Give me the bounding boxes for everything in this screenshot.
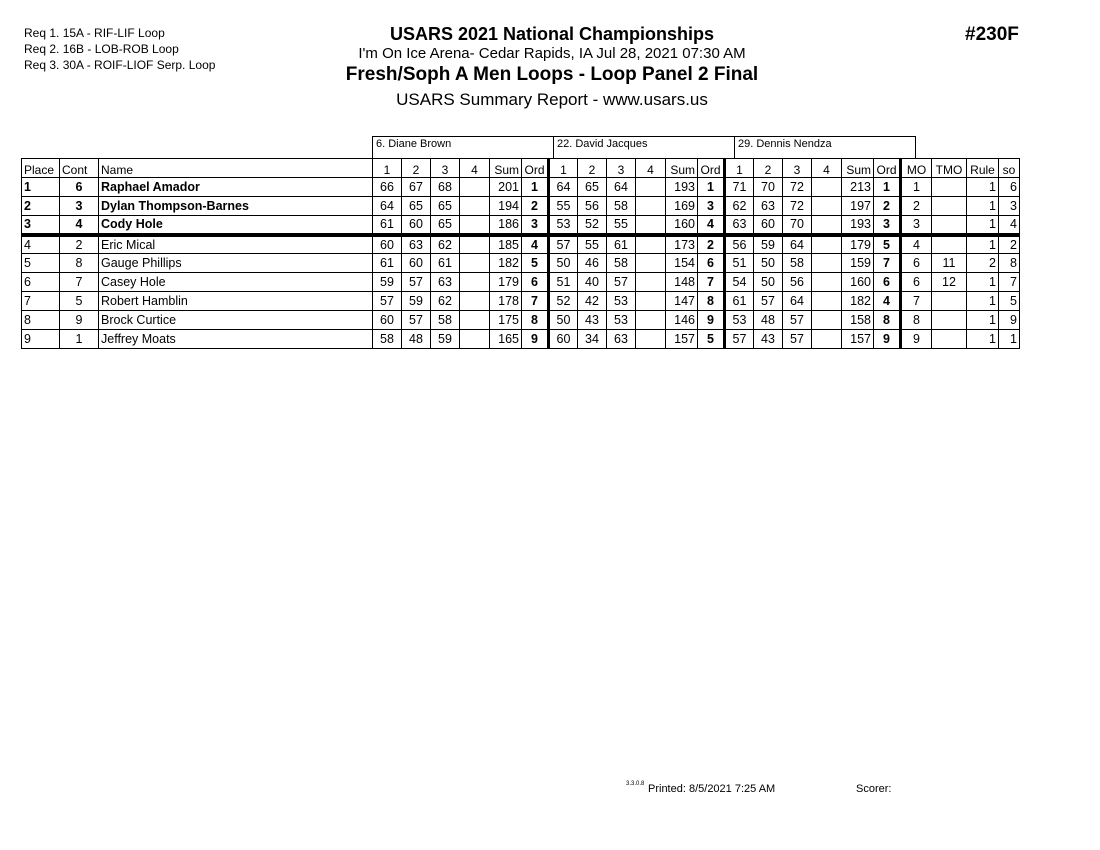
ordinal-cell: 7 bbox=[874, 254, 901, 273]
tmo-cell bbox=[932, 216, 967, 235]
score-cell: 57 bbox=[373, 292, 402, 311]
score-cell: 57 bbox=[783, 311, 812, 330]
ordinal-cell: 9 bbox=[522, 330, 549, 349]
score-cell: 62 bbox=[431, 292, 460, 311]
ordinal-cell: 8 bbox=[874, 311, 901, 330]
sum-cell: 179 bbox=[842, 235, 874, 254]
score-cell bbox=[812, 216, 842, 235]
score-cell: 60 bbox=[402, 216, 431, 235]
ordinal-cell: 8 bbox=[698, 292, 725, 311]
score-cell bbox=[636, 178, 666, 197]
so-cell: 1 bbox=[999, 330, 1020, 349]
rule-cell: 1 bbox=[967, 311, 999, 330]
score-cell: 56 bbox=[783, 273, 812, 292]
ordinal-cell: 2 bbox=[698, 235, 725, 254]
score-cell: 63 bbox=[754, 197, 783, 216]
score-cell: 65 bbox=[431, 197, 460, 216]
score-cell bbox=[636, 216, 666, 235]
score-cell bbox=[460, 311, 490, 330]
name-cell: Raphael Amador bbox=[99, 178, 373, 197]
score-cell: 46 bbox=[578, 254, 607, 273]
col-judge2-score-3: 3 bbox=[607, 159, 636, 178]
score-cell bbox=[460, 235, 490, 254]
score-cell: 34 bbox=[578, 330, 607, 349]
score-cell: 43 bbox=[754, 330, 783, 349]
table-row bbox=[22, 235, 1020, 254]
place-cell: 8 bbox=[22, 311, 60, 330]
score-cell: 63 bbox=[725, 216, 754, 235]
score-cell: 63 bbox=[607, 330, 636, 349]
score-cell: 63 bbox=[402, 235, 431, 254]
cont-cell: 4 bbox=[60, 216, 99, 235]
report-number: #230F bbox=[965, 24, 1019, 45]
score-cell: 57 bbox=[607, 273, 636, 292]
ordinal-cell: 9 bbox=[874, 330, 901, 349]
score-cell: 52 bbox=[578, 216, 607, 235]
sum-cell: 160 bbox=[666, 216, 698, 235]
score-cell bbox=[636, 235, 666, 254]
score-cell bbox=[460, 330, 490, 349]
sum-cell: 165 bbox=[490, 330, 522, 349]
score-cell: 65 bbox=[578, 178, 607, 197]
tmo-cell: 12 bbox=[932, 273, 967, 292]
ordinal-cell: 8 bbox=[522, 311, 549, 330]
score-cell: 70 bbox=[783, 216, 812, 235]
table-row bbox=[22, 292, 1020, 311]
score-cell: 60 bbox=[402, 254, 431, 273]
place-cell: 5 bbox=[22, 254, 60, 273]
table-header-row bbox=[22, 159, 1020, 178]
score-cell bbox=[636, 311, 666, 330]
score-cell: 61 bbox=[373, 254, 402, 273]
ordinal-cell: 6 bbox=[874, 273, 901, 292]
col-judge2-score-2: 2 bbox=[578, 159, 607, 178]
tmo-cell: 11 bbox=[932, 254, 967, 273]
sum-cell: 185 bbox=[490, 235, 522, 254]
tmo-cell bbox=[932, 197, 967, 216]
sum-cell: 186 bbox=[490, 216, 522, 235]
ordinal-cell: 7 bbox=[522, 292, 549, 311]
table-row bbox=[22, 197, 1020, 216]
col-so: so bbox=[999, 159, 1020, 178]
score-cell: 60 bbox=[373, 311, 402, 330]
score-cell: 57 bbox=[549, 235, 578, 254]
tmo-cell bbox=[932, 311, 967, 330]
score-cell: 48 bbox=[754, 311, 783, 330]
sum-cell: 146 bbox=[666, 311, 698, 330]
ordinal-cell: 1 bbox=[698, 178, 725, 197]
ordinal-cell: 2 bbox=[522, 197, 549, 216]
place-cell: 2 bbox=[22, 197, 60, 216]
score-cell: 57 bbox=[725, 330, 754, 349]
requirement-1: Req 1. 15A - RIF-LIF Loop bbox=[24, 26, 165, 40]
score-cell: 51 bbox=[725, 254, 754, 273]
score-cell: 51 bbox=[549, 273, 578, 292]
score-cell: 53 bbox=[607, 292, 636, 311]
sum-cell: 201 bbox=[490, 178, 522, 197]
rule-cell: 1 bbox=[967, 235, 999, 254]
sum-cell: 179 bbox=[490, 273, 522, 292]
score-cell: 64 bbox=[783, 292, 812, 311]
so-cell: 7 bbox=[999, 273, 1020, 292]
col-mo: MO bbox=[901, 159, 932, 178]
rule-cell: 2 bbox=[967, 254, 999, 273]
score-cell: 66 bbox=[373, 178, 402, 197]
score-cell bbox=[812, 292, 842, 311]
venue-date-line: I'm On Ice Arena- Cedar Rapids, IA Jul 28, 2021 07:30 AM bbox=[358, 45, 746, 62]
score-cell: 62 bbox=[431, 235, 460, 254]
printed-timestamp: Printed: 8/5/2021 7:25 AM bbox=[648, 783, 776, 795]
ordinal-cell: 4 bbox=[874, 292, 901, 311]
score-cell bbox=[460, 254, 490, 273]
name-cell: Robert Hamblin bbox=[99, 292, 373, 311]
rule-cell: 1 bbox=[967, 273, 999, 292]
score-cell bbox=[460, 216, 490, 235]
score-cell: 59 bbox=[754, 235, 783, 254]
score-cell: 71 bbox=[725, 178, 754, 197]
score-cell: 58 bbox=[607, 254, 636, 273]
cont-cell: 9 bbox=[60, 311, 99, 330]
so-cell: 3 bbox=[999, 197, 1020, 216]
cont-cell: 7 bbox=[60, 273, 99, 292]
judge-3-name: 29. Dennis Nendza bbox=[734, 136, 916, 158]
score-cell: 61 bbox=[431, 254, 460, 273]
ordinal-cell: 5 bbox=[522, 254, 549, 273]
name-cell: Cody Hole bbox=[99, 216, 373, 235]
col-judge2-sum: Sum bbox=[666, 159, 698, 178]
score-cell: 56 bbox=[578, 197, 607, 216]
score-cell: 60 bbox=[373, 235, 402, 254]
score-cell: 64 bbox=[607, 178, 636, 197]
rule-cell: 1 bbox=[967, 216, 999, 235]
col-rule: Rule bbox=[967, 159, 999, 178]
score-cell: 61 bbox=[373, 216, 402, 235]
sum-cell: 147 bbox=[666, 292, 698, 311]
ordinal-cell: 4 bbox=[698, 216, 725, 235]
score-cell: 40 bbox=[578, 273, 607, 292]
tmo-cell bbox=[932, 292, 967, 311]
score-cell: 61 bbox=[725, 292, 754, 311]
score-cell: 72 bbox=[783, 197, 812, 216]
ordinal-cell: 5 bbox=[874, 235, 901, 254]
name-cell: Eric Mical bbox=[99, 235, 373, 254]
score-cell: 65 bbox=[431, 216, 460, 235]
score-cell bbox=[812, 330, 842, 349]
score-cell: 55 bbox=[578, 235, 607, 254]
score-cell: 55 bbox=[607, 216, 636, 235]
score-cell: 54 bbox=[725, 273, 754, 292]
place-cell: 1 bbox=[22, 178, 60, 197]
col-judge3-score-2: 2 bbox=[754, 159, 783, 178]
ordinal-cell: 4 bbox=[522, 235, 549, 254]
score-cell: 61 bbox=[607, 235, 636, 254]
name-cell: Brock Curtice bbox=[99, 311, 373, 330]
col-judge3-ord: Ord bbox=[874, 159, 901, 178]
score-cell: 57 bbox=[402, 273, 431, 292]
sum-cell: 154 bbox=[666, 254, 698, 273]
col-judge2-score-4: 4 bbox=[636, 159, 666, 178]
score-cell: 60 bbox=[549, 330, 578, 349]
col-judge3-score-4: 4 bbox=[812, 159, 842, 178]
score-cell: 52 bbox=[549, 292, 578, 311]
score-cell: 58 bbox=[607, 197, 636, 216]
col-judge1-sum: Sum bbox=[490, 159, 522, 178]
score-cell: 53 bbox=[607, 311, 636, 330]
tmo-cell bbox=[932, 235, 967, 254]
table-row bbox=[22, 273, 1020, 292]
sum-cell: 193 bbox=[842, 216, 874, 235]
score-cell: 62 bbox=[725, 197, 754, 216]
score-cell: 68 bbox=[431, 178, 460, 197]
score-cell bbox=[812, 254, 842, 273]
name-cell: Gauge Phillips bbox=[99, 254, 373, 273]
mo-cell: 7 bbox=[901, 292, 932, 311]
ordinal-cell: 1 bbox=[522, 178, 549, 197]
col-judge1-score-4: 4 bbox=[460, 159, 490, 178]
score-cell: 59 bbox=[373, 273, 402, 292]
score-cell: 63 bbox=[431, 273, 460, 292]
score-cell: 72 bbox=[783, 178, 812, 197]
ordinal-cell: 6 bbox=[522, 273, 549, 292]
judge-2-name: 22. David Jacques bbox=[553, 136, 735, 158]
ordinal-cell: 3 bbox=[522, 216, 549, 235]
requirement-3: Req 3. 30A - ROIF-LIOF Serp. Loop bbox=[24, 58, 216, 72]
score-cell: 53 bbox=[549, 216, 578, 235]
place-cell: 4 bbox=[22, 235, 60, 254]
col-judge1-score-2: 2 bbox=[402, 159, 431, 178]
scorer-label: Scorer: bbox=[856, 783, 892, 795]
score-cell: 65 bbox=[402, 197, 431, 216]
mo-cell: 2 bbox=[901, 197, 932, 216]
col-cont: Cont bbox=[60, 159, 99, 178]
judge-1-name: 6. Diane Brown bbox=[372, 136, 554, 158]
place-cell: 6 bbox=[22, 273, 60, 292]
score-cell: 64 bbox=[549, 178, 578, 197]
cont-cell: 5 bbox=[60, 292, 99, 311]
score-cell: 57 bbox=[783, 330, 812, 349]
col-tmo: TMO bbox=[932, 159, 967, 178]
col-judge2-score-1: 1 bbox=[549, 159, 578, 178]
name-cell: Casey Hole bbox=[99, 273, 373, 292]
software-version: 3.3.0.8 bbox=[626, 781, 645, 787]
col-judge1-score-1: 1 bbox=[373, 159, 402, 178]
sum-cell: 148 bbox=[666, 273, 698, 292]
sum-cell: 194 bbox=[490, 197, 522, 216]
sum-cell: 159 bbox=[842, 254, 874, 273]
sum-cell: 197 bbox=[842, 197, 874, 216]
col-place: Place bbox=[22, 159, 60, 178]
so-cell: 2 bbox=[999, 235, 1020, 254]
sum-cell: 173 bbox=[666, 235, 698, 254]
name-cell: Dylan Thompson-Barnes bbox=[99, 197, 373, 216]
score-cell: 43 bbox=[578, 311, 607, 330]
tmo-cell bbox=[932, 178, 967, 197]
col-name: Name bbox=[99, 159, 373, 178]
results-table bbox=[21, 158, 1020, 349]
sum-cell: 175 bbox=[490, 311, 522, 330]
mo-cell: 4 bbox=[901, 235, 932, 254]
cont-cell: 8 bbox=[60, 254, 99, 273]
score-cell bbox=[636, 330, 666, 349]
mo-cell: 9 bbox=[901, 330, 932, 349]
score-cell bbox=[812, 311, 842, 330]
place-cell: 7 bbox=[22, 292, 60, 311]
score-cell bbox=[460, 197, 490, 216]
sum-cell: 160 bbox=[842, 273, 874, 292]
score-cell bbox=[460, 178, 490, 197]
sum-cell: 182 bbox=[490, 254, 522, 273]
score-cell: 58 bbox=[373, 330, 402, 349]
score-cell: 57 bbox=[754, 292, 783, 311]
rule-cell: 1 bbox=[967, 178, 999, 197]
score-cell: 70 bbox=[754, 178, 783, 197]
score-cell: 42 bbox=[578, 292, 607, 311]
score-cell: 64 bbox=[373, 197, 402, 216]
score-cell: 59 bbox=[431, 330, 460, 349]
score-cell: 50 bbox=[549, 311, 578, 330]
ordinal-cell: 6 bbox=[698, 254, 725, 273]
score-cell: 57 bbox=[402, 311, 431, 330]
score-cell: 50 bbox=[549, 254, 578, 273]
score-cell bbox=[812, 197, 842, 216]
sum-cell: 182 bbox=[842, 292, 874, 311]
table-row bbox=[22, 330, 1020, 349]
score-cell: 56 bbox=[725, 235, 754, 254]
col-judge3-score-3: 3 bbox=[783, 159, 812, 178]
col-judge2-ord: Ord bbox=[698, 159, 725, 178]
so-cell: 6 bbox=[999, 178, 1020, 197]
score-cell: 58 bbox=[431, 311, 460, 330]
tmo-cell bbox=[932, 330, 967, 349]
score-cell bbox=[460, 273, 490, 292]
mo-cell: 1 bbox=[901, 178, 932, 197]
requirements-list bbox=[24, 25, 215, 73]
mo-cell: 6 bbox=[901, 273, 932, 292]
score-cell: 64 bbox=[783, 235, 812, 254]
score-cell bbox=[460, 292, 490, 311]
sum-cell: 213 bbox=[842, 178, 874, 197]
cont-cell: 3 bbox=[60, 197, 99, 216]
score-cell: 59 bbox=[402, 292, 431, 311]
cont-cell: 2 bbox=[60, 235, 99, 254]
col-judge1-score-3: 3 bbox=[431, 159, 460, 178]
table-row bbox=[22, 216, 1020, 235]
col-judge3-score-1: 1 bbox=[725, 159, 754, 178]
cont-cell: 6 bbox=[60, 178, 99, 197]
name-cell: Jeffrey Moats bbox=[99, 330, 373, 349]
sum-cell: 157 bbox=[842, 330, 874, 349]
cont-cell: 1 bbox=[60, 330, 99, 349]
ordinal-cell: 9 bbox=[698, 311, 725, 330]
score-cell: 50 bbox=[754, 273, 783, 292]
score-cell: 55 bbox=[549, 197, 578, 216]
so-cell: 4 bbox=[999, 216, 1020, 235]
score-cell bbox=[812, 235, 842, 254]
ordinal-cell: 5 bbox=[698, 330, 725, 349]
report-title: USARS Summary Report - www.usars.us bbox=[396, 90, 708, 109]
so-cell: 9 bbox=[999, 311, 1020, 330]
mo-cell: 6 bbox=[901, 254, 932, 273]
competition-title: USARS 2021 National Championships bbox=[389, 24, 715, 44]
sum-cell: 193 bbox=[666, 178, 698, 197]
score-cell bbox=[636, 254, 666, 273]
sum-cell: 169 bbox=[666, 197, 698, 216]
sum-cell: 178 bbox=[490, 292, 522, 311]
table-row bbox=[22, 254, 1020, 273]
ordinal-cell: 2 bbox=[874, 197, 901, 216]
place-cell: 9 bbox=[22, 330, 60, 349]
score-cell: 53 bbox=[725, 311, 754, 330]
ordinal-cell: 1 bbox=[874, 178, 901, 197]
so-cell: 5 bbox=[999, 292, 1020, 311]
sum-cell: 158 bbox=[842, 311, 874, 330]
col-judge1-ord: Ord bbox=[522, 159, 549, 178]
score-cell: 67 bbox=[402, 178, 431, 197]
col-judge3-sum: Sum bbox=[842, 159, 874, 178]
rule-cell: 1 bbox=[967, 292, 999, 311]
mo-cell: 3 bbox=[901, 216, 932, 235]
ordinal-cell: 7 bbox=[698, 273, 725, 292]
score-cell: 58 bbox=[783, 254, 812, 273]
requirement-2: Req 2. 16B - LOB-ROB Loop bbox=[24, 42, 179, 56]
ordinal-cell: 3 bbox=[698, 197, 725, 216]
score-cell bbox=[812, 178, 842, 197]
score-cell bbox=[636, 197, 666, 216]
event-title: Fresh/Soph A Men Loops - Loop Panel 2 Final bbox=[345, 64, 759, 85]
rule-cell: 1 bbox=[967, 197, 999, 216]
table-row bbox=[22, 311, 1020, 330]
score-cell: 48 bbox=[402, 330, 431, 349]
score-cell bbox=[636, 273, 666, 292]
so-cell: 8 bbox=[999, 254, 1020, 273]
mo-cell: 8 bbox=[901, 311, 932, 330]
score-cell bbox=[812, 273, 842, 292]
sum-cell: 157 bbox=[666, 330, 698, 349]
score-cell: 50 bbox=[754, 254, 783, 273]
score-cell: 60 bbox=[754, 216, 783, 235]
score-cell bbox=[636, 292, 666, 311]
ordinal-cell: 3 bbox=[874, 216, 901, 235]
table-row bbox=[22, 178, 1020, 197]
rule-cell: 1 bbox=[967, 330, 999, 349]
place-cell: 3 bbox=[22, 216, 60, 235]
